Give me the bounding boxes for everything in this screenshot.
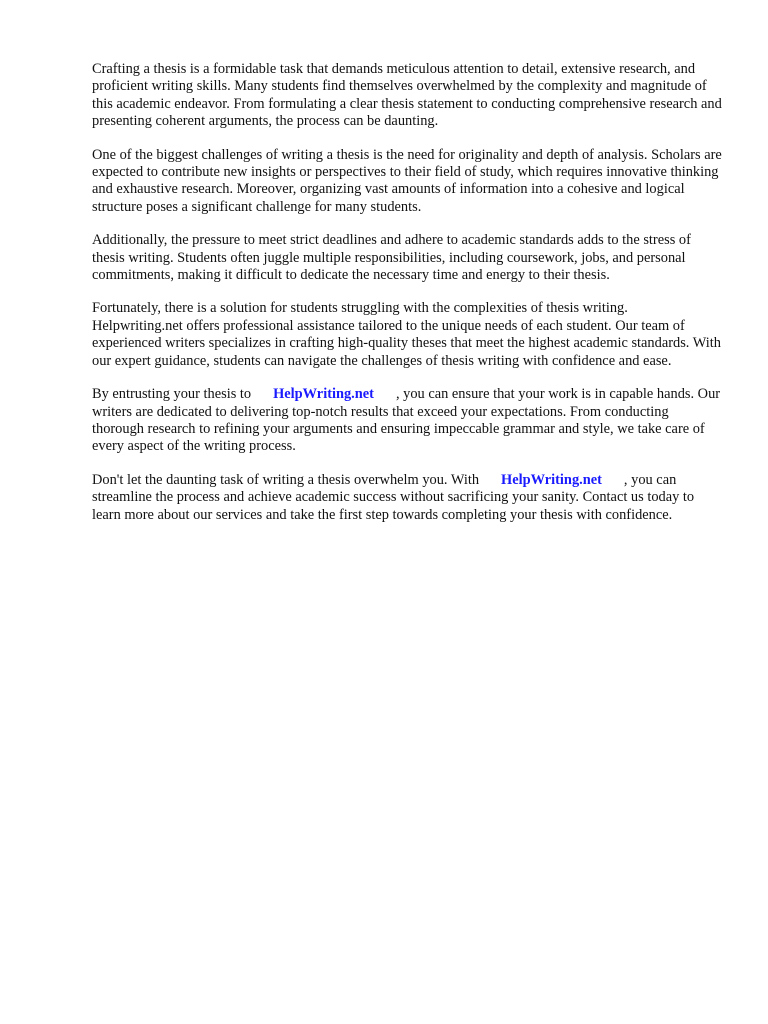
paragraph-intro: Crafting a thesis is a formidable task that demands meticulous attention to detail, extensive research, and proficient writing skills. Many students find themselves overwhelmed by the complexity and magnitude of this academic endeavor. From formulating a clear thesis statement to conducting comprehensive research and presenting coherent arguments, the process can be daunting. <box>92 61 722 130</box>
paragraph-closing <box>92 472 722 524</box>
paragraph-solution: Fortunately, there is a solution for students struggling with the complexities of thesis writing. Helpwriting.net offers professional assistance tailored to the unique needs of each student. Our team of experienced writers specializes in crafting high-quality theses that meet the highest academic standards. With our expert guidance, students can navigate the challenges of thesis writing with confidence and ease. <box>92 300 721 369</box>
paragraph-entrusting-lead: By entrusting your thesis to <box>92 386 252 403</box>
helpwriting-link[interactable]: HelpWriting.net <box>273 386 374 403</box>
document-body <box>92 61 722 540</box>
paragraph-entrusting <box>92 386 722 456</box>
paragraph-entrusting-rest: , you can ensure that your work is in capable hands. Our writers are dedicated to delivering top-notch results that exceed your expectations. From conducting thorough research to refining your arguments and ensuring impeccable grammar and style, we take care of every aspect of the writing process. <box>92 386 721 455</box>
paragraph-closing-rest: , you can streamline the process and achieve academic success without sacrificing your sanity. Contact us today to learn more about our services and take the first step towards completing your thesis with confidence. <box>92 471 695 523</box>
paragraph-pressure: Additionally, the pressure to meet strict deadlines and adhere to academic standards adds to the stress of thesis writing. Students often juggle multiple responsibilities, including coursework, jobs, and personal commitments, making it difficult to dedicate the necessary time and energy to their thesis. <box>92 232 691 284</box>
paragraph-challenges: One of the biggest challenges of writing a thesis is the need for originality and depth of analysis. Scholars are expected to contribute new insights or perspectives to their field of study, which requires innovative thinking and exhaustive research. Moreover, organizing vast amounts of information into a cohesive and logical structure poses a significant challenge for many students. <box>92 146 722 215</box>
paragraph-closing-lead: Don't let the daunting task of writing a thesis overwhelm you. With <box>92 471 480 488</box>
helpwriting-link-closing[interactable]: HelpWriting.net <box>501 471 602 488</box>
